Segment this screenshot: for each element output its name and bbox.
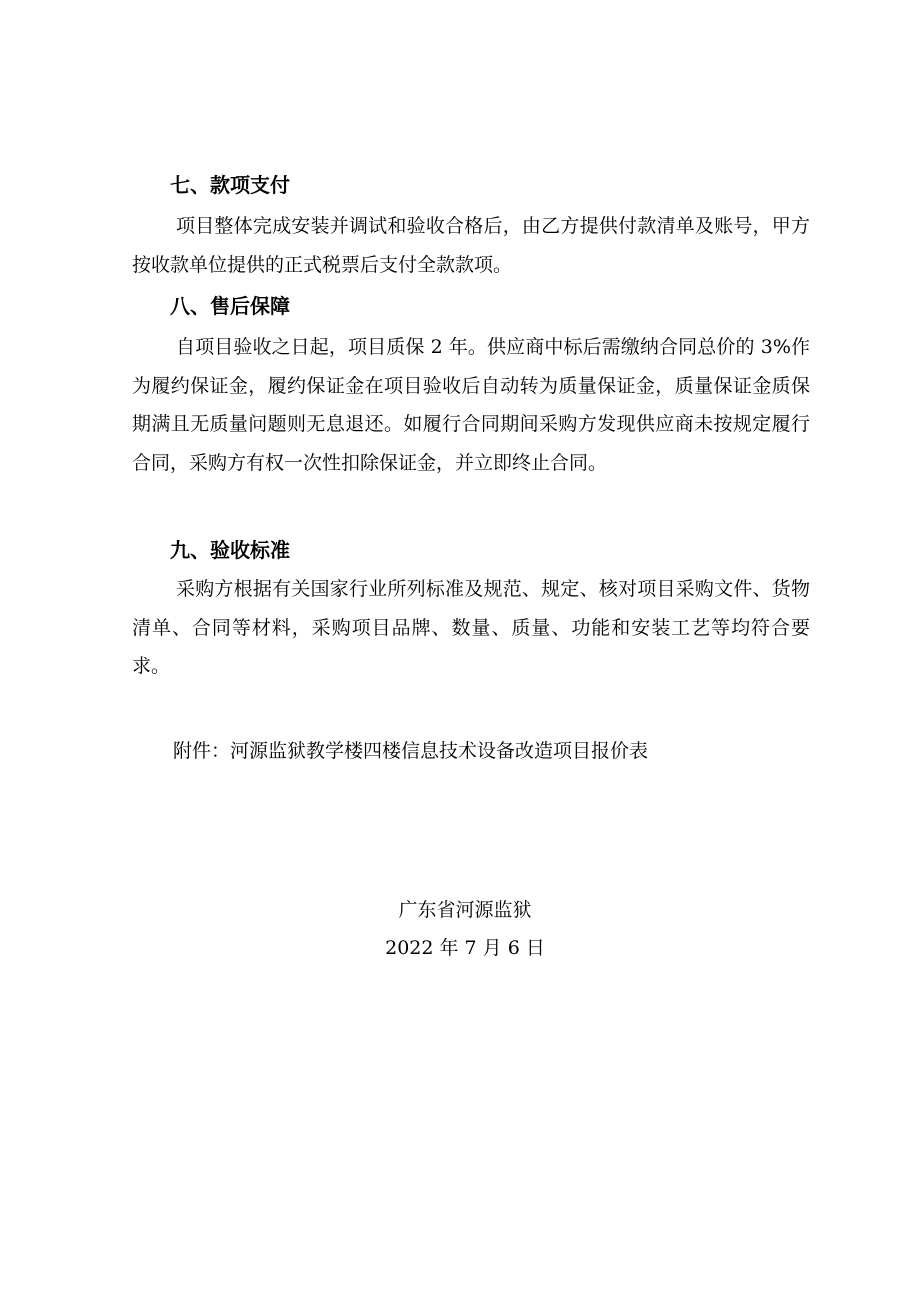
attachment-note: 附件：河源监狱教学楼四楼信息技术设备改造项目报价表: [173, 740, 649, 762]
signature-date: 2022 年 7 月 6 日: [385, 937, 545, 959]
section-body-acceptance: 采购方根据有关国家行业所列标准及规范、规定、核对项目采购文件、货物清单、合同等材料，采购项目品牌、数量、质量、功能和安装工艺等均符合要求。: [132, 578, 810, 677]
section-heading-payment: 七、款项支付: [170, 173, 290, 197]
section-body-after-sales: 自项目验收之日起，项目质保 2 年。供应商中标后需缴纳合同总价的 3%作为履约保证金，履约保证金在项目验收后自动转为质量保证金，质量保证金质保期满且无质量问题则无息退还。如履行合同期间采购方发现供应商未按规定履行合同，采购方有权一次性扣除保证金，并立即终止合同。: [132, 336, 810, 474]
section-body-payment: 项目整体完成安装并调试和验收合格后，由乙方提供付款清单及账号，甲方按收款单位提供的正式税票后支付全款款项。: [132, 215, 810, 276]
section-heading-after-sales: 八、售后保障: [170, 294, 290, 318]
signature-organization: 广东省河源监狱: [398, 899, 532, 921]
section-heading-acceptance: 九、验收标准: [170, 538, 290, 562]
